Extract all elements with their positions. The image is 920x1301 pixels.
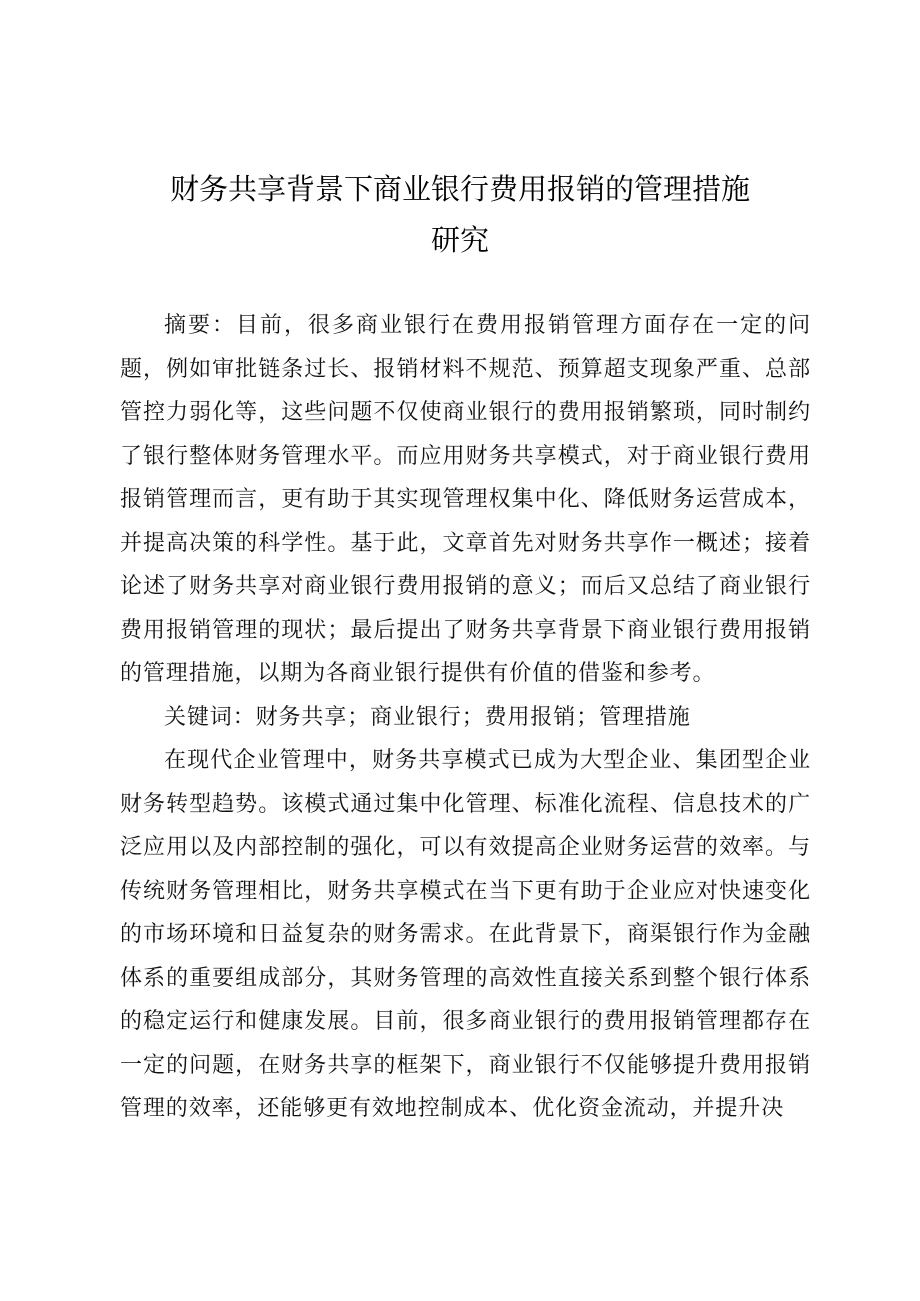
- document-body: [120, 304, 811, 1131]
- title-line-1: 财务共享背景下商业银行费用报销的管理措施: [169, 172, 750, 206]
- abstract-paragraph: 摘要：目前，很多商业银行在费用报销管理方面存在一定的问题，例如审批链条过长、报销材料不规范、预算超支现象严重、总部管控力弱化等，这些问题不仅使商业银行的费用报销繁琐，同时制约了银行整体财务管理水平。而应用财务共享模式，对于商业银行费用报销管理而言，更有助于其实现管理权集中化、降低财务运营成本，并提高决策的科学性。基于此，文章首先对财务共享作一概述；接着论述了财务共享对商业银行费用报销的意义；而后又总结了商业银行费用报销管理的现状；最后提出了财务共享背景下商业银行费用报销的管理措施，以期为各商业银行提供有价值的借鉴和参考。: [120, 313, 811, 686]
- title-line-2: 研究: [430, 223, 489, 257]
- keywords-paragraph: 关键词：财务共享；商业银行；费用报销；管理措施: [164, 704, 691, 730]
- document-title: [120, 164, 800, 266]
- intro-paragraph: 在现代企业管理中，财务共享模式已成为大型企业、集团型企业财务转型趋势。该模式通过集中化管理、标准化流程、信息技术的广泛应用以及内部控制的强化，可以有效提高企业财务运营的效率。与传统财务管理相比，财务共享模式在当下更有助于企业应对快速变化的市场环境和日益复杂的财务需求。在此背景下，商渠银行作为金融体系的重要组成部分，其财务管理的高效性直接关系到整个银行体系的稳定运行和健康发展。目前，很多商业银行的费用报销管理都存在一定的问题，在财务共享的框架下，商业银行不仅能够提升费用报销管理的效率，还能够更有效地控制成本、优化资金流动，并提升决: [120, 748, 811, 1121]
